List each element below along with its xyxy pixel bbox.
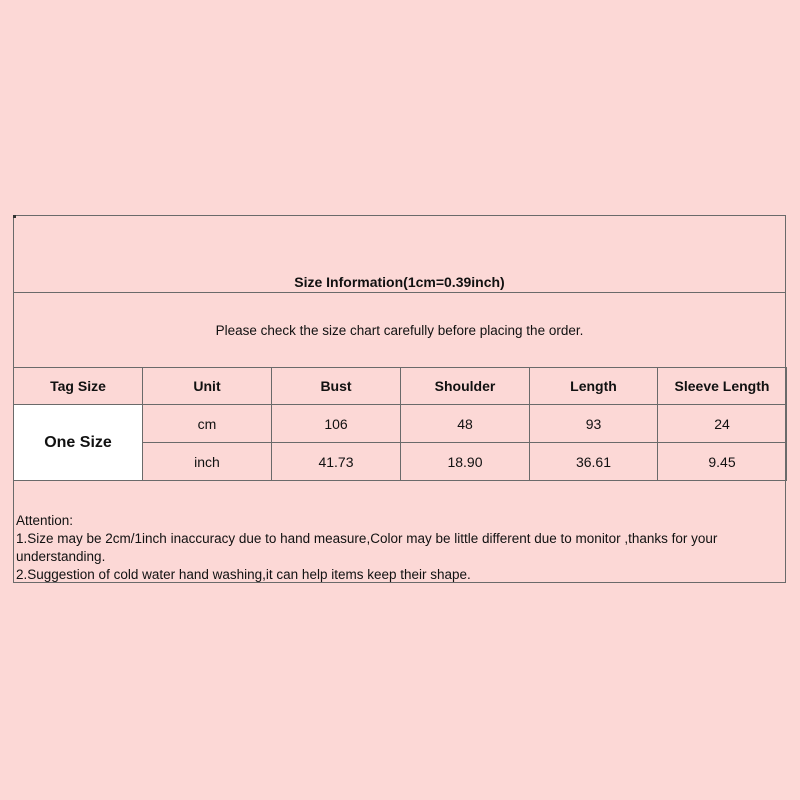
notice-row [14,293,785,368]
table-row [14,405,787,443]
shoulder-cell: 18.90 [401,443,530,481]
size-chart-sheet [13,215,786,583]
unit-cell: cm [143,405,272,443]
header-tag-size: Tag Size [14,368,143,405]
size-chart-notice: Please check the size chart carefully before placing the order. [215,322,584,338]
size-chart-title: Size Information(1cm=0.39inch) [294,274,505,290]
length-cell: 36.61 [530,443,658,481]
header-unit: Unit [143,368,272,405]
header-bust: Bust [272,368,401,405]
attention-heading: Attention: [16,513,74,528]
bust-cell: 106 [272,405,401,443]
attention-line-2: 2.Suggestion of cold water hand washing,it can help items keep their shape. [16,567,471,582]
sleeve-length-cell: 24 [658,405,787,443]
title-row [14,216,785,293]
unit-cell: inch [143,443,272,481]
attention-block [16,512,777,584]
attention-line-1: 1.Size may be 2cm/1inch inaccuracy due to hand measure,Color may be little different due to monitor ,thanks for your understanding. [16,531,718,564]
length-cell: 93 [530,405,658,443]
header-length: Length [530,368,658,405]
header-shoulder: Shoulder [401,368,530,405]
shoulder-cell: 48 [401,405,530,443]
size-table [13,367,787,481]
table-header-row [14,368,787,405]
bust-cell: 41.73 [272,443,401,481]
tag-size-cell: One Size [14,405,143,481]
header-sleeve-length: Sleeve Length [658,368,787,405]
sleeve-length-cell: 9.45 [658,443,787,481]
